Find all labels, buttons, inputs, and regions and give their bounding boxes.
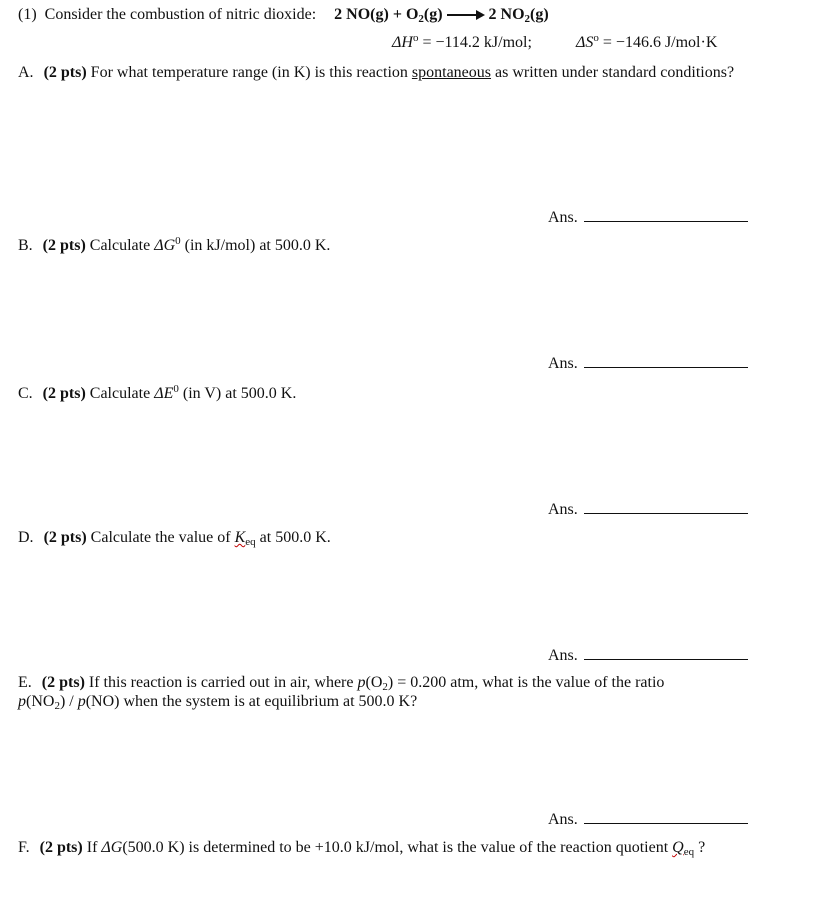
answer-blank[interactable]: [584, 499, 748, 514]
entropy-value: $\Delta S^o = -146.6$ J/mol·K: [576, 32, 718, 51]
question-c: C. (2 pts) Calculate $\Delta E^0$ (in V) at 500.0 K.: [18, 383, 297, 402]
problem-header: [18, 5, 549, 25]
spontaneous-term: spontaneous: [411, 64, 492, 81]
enthalpy-value: $\Delta H^o = -114.2$ kJ/mol;: [392, 32, 532, 51]
keq-symbol: $K_{eq}$: [234, 529, 256, 548]
answer-blank[interactable]: [584, 353, 748, 368]
problem-number: (1): [18, 6, 37, 23]
answer-blank[interactable]: [584, 207, 748, 222]
answer-line-d[interactable]: Ans.: [548, 645, 748, 666]
answer-line-e[interactable]: Ans.: [548, 809, 748, 830]
question-e-line1: E. (2 pts) If this reaction is carried out in air, where $p(O_2) = 0.200$ atm, what is the value of the ratio: [18, 674, 665, 693]
reaction-equation: 2 $NO(g) + O_2(g)$ 2 $NO_2(g)$: [334, 6, 549, 25]
answer-line-a[interactable]: Ans.: [548, 207, 748, 228]
question-a: A. (2 pts) For what temperature range (in K) is this reaction spontaneous as written under standard conditions?: [18, 64, 735, 81]
answer-blank[interactable]: [584, 809, 748, 824]
question-b: B. (2 pts) Calculate $\Delta G^0$ (in kJ/mol) at 500.0 K.: [18, 235, 331, 254]
qeq-symbol: $Q_{eq}$: [672, 839, 695, 858]
question-e-line2: $p(NO_2) / p(NO)$ when the system is at equilibrium at 500.0 K?: [18, 693, 418, 712]
answer-line-c[interactable]: Ans.: [548, 499, 748, 520]
question-f: F. (2 pts) If ΔG(500.0 K) is determined to be +10.0 kJ/mol, what is the value of the reaction quotient $Q_{eq}$ ?: [18, 839, 706, 858]
answer-line-b[interactable]: Ans.: [548, 353, 748, 374]
answer-blank[interactable]: [584, 645, 748, 660]
question-d: D. (2 pts) Calculate the value of $K_{eq}$ at 500.0 K.: [18, 529, 331, 548]
problem-intro: Consider the combustion of nitric dioxide:: [44, 6, 317, 23]
reaction-arrow-icon: [447, 10, 485, 20]
